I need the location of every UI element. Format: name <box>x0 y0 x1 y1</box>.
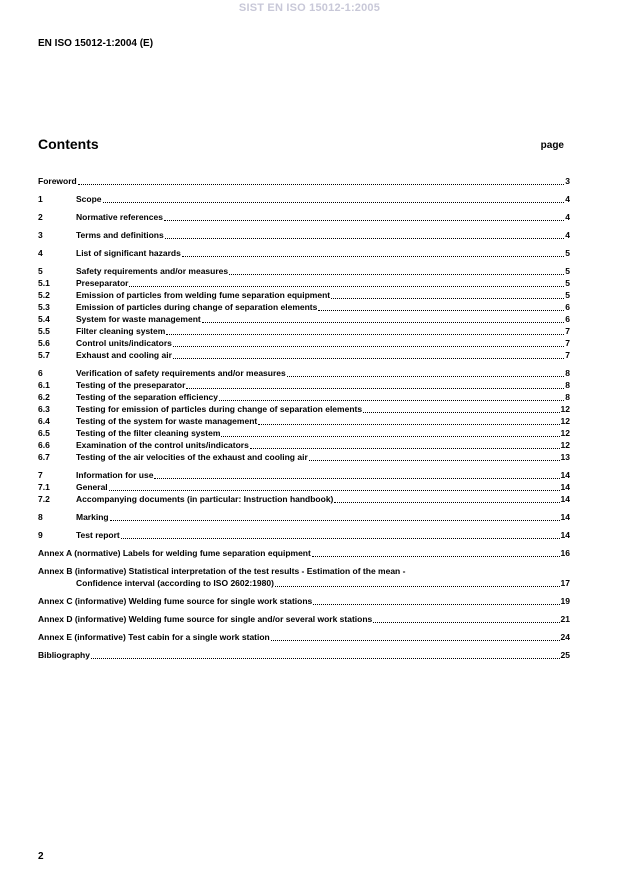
toc-entry-page: 4 <box>565 230 570 240</box>
toc-entry-number: 6.3 <box>38 404 50 414</box>
toc-entry[interactable] <box>38 439 570 451</box>
toc-entry[interactable] <box>38 403 570 415</box>
toc-entry[interactable] <box>38 451 570 463</box>
dot-leader <box>318 309 564 311</box>
toc-entry[interactable] <box>38 367 570 379</box>
toc-entry-number: 5.1 <box>38 278 50 288</box>
toc-entry-title: Foreword <box>38 176 77 186</box>
toc-entry-title: Test report <box>76 530 120 540</box>
toc-entry-page: 14 <box>560 530 570 540</box>
toc-entry[interactable] <box>38 565 570 589</box>
toc-entry-title: Annex C (informative) Welding fume source for single work stations <box>38 596 313 606</box>
dot-leader <box>331 297 564 299</box>
table-of-contents <box>38 175 570 661</box>
toc-entry-page: 5 <box>565 278 570 288</box>
toc-entry-page: 17 <box>560 578 570 588</box>
toc-entry-page: 12 <box>560 428 570 438</box>
toc-entry-number: 6 <box>38 368 43 378</box>
toc-entry-number: 6.5 <box>38 428 50 438</box>
dot-leader <box>129 285 564 287</box>
dot-leader <box>154 477 559 479</box>
toc-entry[interactable] <box>38 193 570 205</box>
toc-entry-title: Annex B (informative) Statistical interpretation of the test results - Estimation of the mean - <box>38 566 406 576</box>
toc-entry-title: Emission of particles during change of separation elements <box>76 302 318 312</box>
toc-entry-title: Testing of the filter cleaning system <box>76 428 221 438</box>
toc-entry[interactable] <box>38 313 570 325</box>
dot-leader <box>164 219 564 221</box>
toc-entry-page: 4 <box>565 194 570 204</box>
toc-entry-page: 14 <box>560 470 570 480</box>
dot-leader <box>221 435 559 437</box>
toc-entry-page: 3 <box>565 176 570 186</box>
toc-entry-page: 25 <box>560 650 570 660</box>
toc-entry-page: 21 <box>560 614 570 624</box>
dot-leader <box>271 639 560 641</box>
toc-entry-title: Verification of safety requirements and/or measures <box>76 368 286 378</box>
toc-entry-number: 9 <box>38 530 43 540</box>
toc-entry-title: System for waste management <box>76 314 201 324</box>
dot-leader <box>313 603 559 605</box>
toc-entry-number: 5.2 <box>38 290 50 300</box>
dot-leader <box>309 459 560 461</box>
dot-leader <box>363 411 559 413</box>
toc-entry-number: 3 <box>38 230 43 240</box>
toc-entry-title: Examination of the control units/indicators <box>76 440 249 450</box>
toc-entry-page: 12 <box>560 404 570 414</box>
toc-entry-title: Testing of the separation efficiency <box>76 392 219 402</box>
toc-entry[interactable] <box>38 631 570 643</box>
toc-entry[interactable] <box>38 289 570 301</box>
toc-entry-title: Testing of the preseparator <box>76 380 186 390</box>
toc-entry-title: Emission of particles from welding fume separation equipment <box>76 290 331 300</box>
toc-entry[interactable] <box>38 391 570 403</box>
dot-leader <box>275 585 560 587</box>
toc-entry[interactable] <box>38 325 570 337</box>
toc-entry-page: 12 <box>560 416 570 426</box>
toc-entry[interactable] <box>38 415 570 427</box>
toc-entry-number: 6.2 <box>38 392 50 402</box>
toc-entry-number: 6.6 <box>38 440 50 450</box>
toc-entry-page: 8 <box>565 380 570 390</box>
toc-entry-title: Control units/indicators <box>76 338 172 348</box>
dot-leader <box>287 375 565 377</box>
toc-entry[interactable] <box>38 595 570 607</box>
toc-entry-title: Marking <box>76 512 109 522</box>
page-column-heading: page <box>540 140 564 151</box>
toc-entry-title: Scope <box>76 194 102 204</box>
dot-leader <box>173 345 564 347</box>
toc-entry-title: Testing for emission of particles during change of separation elements <box>76 404 363 414</box>
toc-entry-title: Information for use <box>76 470 154 480</box>
dot-leader <box>173 357 564 359</box>
dot-leader <box>78 183 565 185</box>
toc-entry-title-continued: Confidence interval (according to ISO 2602:1980) <box>76 578 274 588</box>
toc-entry-page: 5 <box>565 290 570 300</box>
toc-entry[interactable] <box>38 511 570 523</box>
toc-entry-number: 6.7 <box>38 452 50 462</box>
toc-entry[interactable] <box>38 469 570 481</box>
toc-entry-title: Terms and definitions <box>76 230 164 240</box>
toc-entry-title: Accompanying documents (in particular: Instruction handbook) <box>76 494 334 504</box>
dot-leader <box>373 621 559 623</box>
toc-entry-page: 7 <box>565 326 570 336</box>
toc-entry-page: 14 <box>560 512 570 522</box>
dot-leader <box>109 489 560 491</box>
toc-entry[interactable] <box>38 349 570 361</box>
toc-entry[interactable] <box>38 379 570 391</box>
toc-entry-title: Safety requirements and/or measures <box>76 266 229 276</box>
toc-entry[interactable] <box>38 175 570 187</box>
toc-entry-number: 6.1 <box>38 380 50 390</box>
toc-entry-page: 4 <box>565 212 570 222</box>
toc-entry-title: Testing of the system for waste management <box>76 416 258 426</box>
dot-leader <box>312 555 560 557</box>
dot-leader <box>121 537 560 539</box>
toc-entry-page: 16 <box>560 548 570 558</box>
dot-leader <box>110 519 560 521</box>
dot-leader <box>165 237 565 239</box>
toc-entry-title: Annex A (normative) Labels for welding fume separation equipment <box>38 548 311 558</box>
toc-entry[interactable] <box>38 337 570 349</box>
dot-leader <box>202 321 565 323</box>
toc-entry[interactable] <box>38 301 570 313</box>
toc-entry-title: Normative references <box>76 212 163 222</box>
toc-entry[interactable] <box>38 427 570 439</box>
standard-header: EN ISO 15012-1:2004 (E) <box>38 38 154 49</box>
toc-entry-page: 19 <box>560 596 570 606</box>
dot-leader <box>182 255 564 257</box>
toc-entry[interactable] <box>38 529 570 541</box>
toc-entry-page: 5 <box>565 248 570 258</box>
toc-entry-number: 5 <box>38 266 43 276</box>
toc-entry-page: 8 <box>565 368 570 378</box>
toc-entry[interactable] <box>38 211 570 223</box>
dot-leader <box>250 447 560 449</box>
contents-title: Contents <box>38 136 99 152</box>
toc-entry-number: 5.5 <box>38 326 50 336</box>
toc-entry-number: 4 <box>38 248 43 258</box>
toc-entry-number: 8 <box>38 512 43 522</box>
toc-entry-page: 12 <box>560 440 570 450</box>
toc-entry-title: Preseparator <box>76 278 129 288</box>
watermark: SIST EN ISO 15012-1:2005 <box>238 2 381 14</box>
toc-entry-page: 14 <box>560 482 570 492</box>
toc-entry-page: 6 <box>565 314 570 324</box>
toc-entry[interactable] <box>38 481 570 493</box>
toc-entry-title: Filter cleaning system <box>76 326 166 336</box>
toc-entry-page: 14 <box>560 494 570 504</box>
dot-leader <box>258 423 559 425</box>
toc-entry-page: 7 <box>565 350 570 360</box>
toc-entry-title: General <box>76 482 108 492</box>
toc-entry-title: Annex E (informative) Test cabin for a single work station <box>38 632 270 642</box>
toc-entry-title: Bibliography <box>38 650 90 660</box>
dot-leader <box>219 399 564 401</box>
toc-entry-title: List of significant hazards <box>76 248 181 258</box>
toc-entry-number: 2 <box>38 212 43 222</box>
toc-entry-page: 7 <box>565 338 570 348</box>
toc-entry[interactable] <box>38 229 570 241</box>
toc-entry-number: 5.4 <box>38 314 50 324</box>
toc-entry-title: Testing of the air velocities of the exhaust and cooling air <box>76 452 308 462</box>
toc-entry-number: 7.2 <box>38 494 50 504</box>
page-number: 2 <box>38 851 44 862</box>
dot-leader <box>186 387 564 389</box>
dot-leader <box>166 333 564 335</box>
toc-entry[interactable] <box>38 547 570 559</box>
toc-entry-page: 5 <box>565 266 570 276</box>
toc-entry-number: 7 <box>38 470 43 480</box>
toc-entry[interactable] <box>38 649 570 661</box>
dot-leader <box>229 273 564 275</box>
toc-entry-number: 6.4 <box>38 416 50 426</box>
dot-leader <box>334 501 559 503</box>
toc-entry-number: 5.7 <box>38 350 50 360</box>
toc-entry-title: Annex D (informative) Welding fume source for single and/or several work stations <box>38 614 373 624</box>
dot-leader <box>91 657 560 659</box>
dot-leader <box>103 201 565 203</box>
toc-entry[interactable] <box>38 613 570 625</box>
toc-entry[interactable] <box>38 277 570 289</box>
toc-entry-page: 13 <box>560 452 570 462</box>
toc-entry[interactable] <box>38 265 570 277</box>
toc-entry-number: 5.6 <box>38 338 50 348</box>
toc-entry-page: 8 <box>565 392 570 402</box>
toc-entry-page: 24 <box>560 632 570 642</box>
toc-entry-title: Exhaust and cooling air <box>76 350 172 360</box>
toc-entry[interactable] <box>38 493 570 505</box>
toc-entry-number: 7.1 <box>38 482 50 492</box>
toc-entry-number: 5.3 <box>38 302 50 312</box>
toc-entry[interactable] <box>38 247 570 259</box>
toc-entry-page: 6 <box>565 302 570 312</box>
toc-entry-number: 1 <box>38 194 43 204</box>
